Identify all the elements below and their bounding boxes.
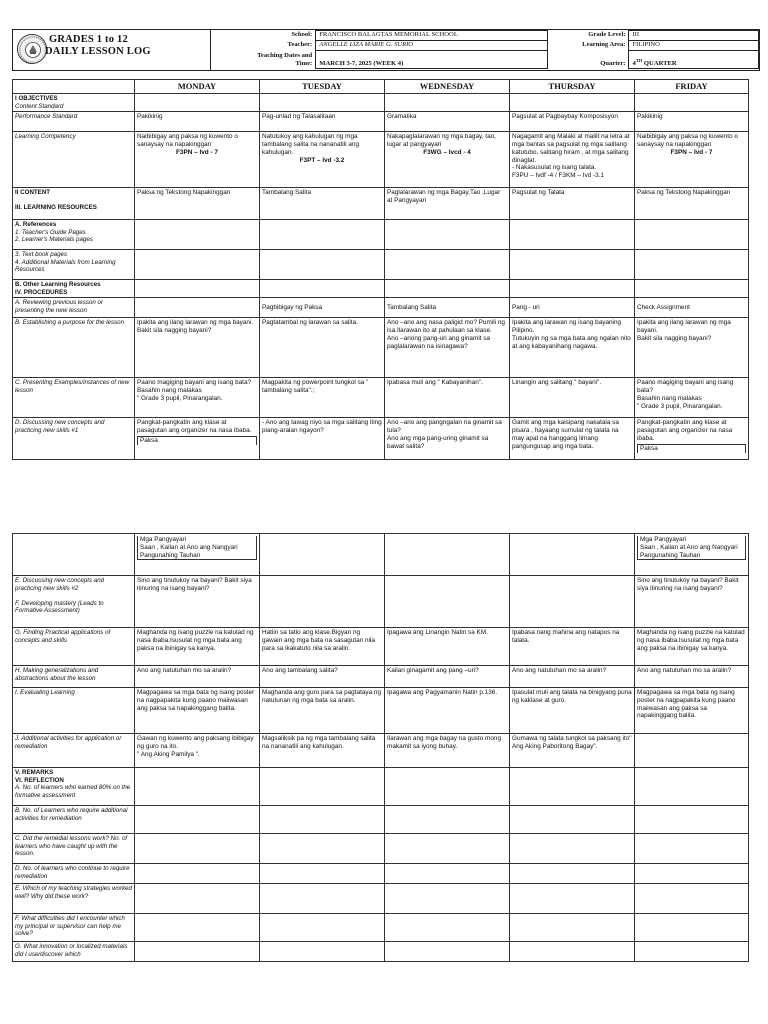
- lesson-log-table-page2: [12, 533, 749, 962]
- row-label-learning-competency: Learning Competency: [13, 132, 135, 188]
- grade-level-value: III: [629, 31, 759, 41]
- cell-content-tue: Tambalang Salita: [260, 188, 385, 220]
- cell-proc-c-thu: Linangin ang salitang " bayani".: [510, 378, 635, 418]
- cell-proc-i-thu: Ipasulat muli ang talata na binigyang puna ng kaklase at guro.: [510, 688, 635, 734]
- cell-proc-g-mon: Maghanda ng isang puzzle na katulad ng nasa ibaba.Isusulat ng mga bata ang paksa na ibinigay sa kanya.: [135, 628, 260, 666]
- row-label-textbook-additional: 3. Text book pages 4. Additional Materials from Learning Resources: [13, 250, 135, 280]
- row-label-evaluating: I. Evaluating Learning: [13, 688, 135, 734]
- row-label-references: A. References 1. Teacher's Guide Pages 2. Learner's Materials pages: [13, 220, 135, 250]
- cell-proc-g-tue: Hatiin sa tatlo ang klase.Bigyan ng gawain ang mga bata na sasagutan nila para sa ikakatuto nila sa aralin.: [260, 628, 385, 666]
- quarter-word: QUARTER: [642, 59, 677, 67]
- cell-performance-tue: Pag-unlad ng Talasalitaan: [260, 112, 385, 132]
- cell-proc-a-mon: [135, 298, 260, 318]
- cell-proc-g-thu: Ipabasa nang mahina ang natapos na talata.: [510, 628, 635, 666]
- cell-content-thu: Pagsulat ng Talata: [510, 188, 635, 220]
- cell-performance-fri: Pakikinig: [635, 112, 749, 132]
- row-label-reflection-b: B. No. of Learners who require additional activities for remediation: [13, 806, 135, 834]
- row-label-content-standard: Content Standard: [15, 102, 64, 110]
- day-header-thursday: THURSDAY: [510, 80, 635, 94]
- header-title-block: [13, 30, 211, 70]
- cell-organizer-cont-fri: [635, 534, 749, 576]
- table-row: [13, 884, 749, 914]
- table-row: [13, 94, 749, 112]
- cell-proc-b-fri: Ipakita ang ilang larawan ng mga bayani. Bakit sila nagging bayani?: [635, 318, 749, 378]
- cell-content-fri: Paksa ng Tekstong Napakinggan: [635, 188, 749, 220]
- day-header-monday: MONDAY: [135, 80, 260, 94]
- cell-proc-a-wed: Tambalang Salita: [385, 298, 510, 318]
- cell-proc-b-mon: Ipakita ang ilang larawan ng mga bayani. Bakit sila nagging bayani?: [135, 318, 260, 378]
- teacher-label: Teacher:: [212, 41, 316, 51]
- cell-proc-e-mon: Sino ang tinutukoy na bayani? Bakit siya itinuring na isang bayani?: [135, 576, 260, 628]
- dates-value: MARCH 3-7, 2025 (WEEK 4): [316, 51, 547, 69]
- organizer-box-paksa: Paksa: [637, 444, 746, 453]
- quarter-value: [629, 51, 759, 69]
- table-row: [13, 688, 749, 734]
- table-row: [13, 112, 749, 132]
- table-row: [13, 864, 749, 884]
- cell-proc-h-fri: Ano ang natutuhan mo sa aralin?: [635, 666, 749, 688]
- learning-area-value: FILIPINO: [629, 41, 759, 51]
- organizer-box-items: Mga Pangyayari Saan , Kailan at Ano ang Nangyari Pangunahing Tauhan: [637, 536, 746, 560]
- cell-proc-d-wed: Ano –ano ang pangngalan na ginamit sa tula? Ano ang mga pang-uring ginamit sa bawat salita?: [385, 418, 510, 460]
- row-label-reviewing: A. Reviewing previous lesson or presenting the new lesson: [13, 298, 135, 318]
- table-row: [13, 734, 749, 768]
- row-label-practical-applications: G. Finding Practical applications of concepts and skills: [13, 628, 135, 666]
- cell-proc-h-mon: Ano ang natutuhan mo sa aralin?: [135, 666, 260, 688]
- cell-proc-c-tue: Magpakita ng powerpoint tungkol sa " tambalang salita".;: [260, 378, 385, 418]
- cell-proc-c-wed: Ipabasa muli ang " Kabayanihan".: [385, 378, 510, 418]
- table-row: [13, 132, 749, 188]
- day-header-friday: FRIDAY: [635, 80, 749, 94]
- cell-proc-d-mon: Pangkat-pangkatin ang klase at pasagutan ang organizer na nasa ibaba. Paksa: [135, 418, 260, 460]
- cell-proc-a-fri: Check Assignment: [635, 298, 749, 318]
- table-row: [13, 666, 749, 688]
- cell-performance-wed: Gramatika: [385, 112, 510, 132]
- cell-proc-i-tue: Maghanda ang guro para sa pagtataya ng natutunan ng mga bata sa aralin.: [260, 688, 385, 734]
- school-value: FRANCISCO BALAGTAS MEMORIAL SCHOOL: [316, 31, 547, 41]
- header-info-table: [212, 30, 759, 69]
- cell-proc-e-thu: [510, 576, 635, 628]
- row-label-presenting-examples: C. Presenting Examples/instances of new lesson: [13, 378, 135, 418]
- doc-title-grades: GRADES 1 to 12: [49, 34, 128, 45]
- table-row: [13, 768, 749, 806]
- cell-proc-e-fri: Sino ang tinutukoy na bayani? Bakit siya itinuring na isang bayani?: [635, 576, 749, 628]
- cell-proc-i-mon: Magpagawa sa mga bata ng isang poster na nagpapakita kung paano maiiwasan ang paksa sa napakinggang balita.: [135, 688, 260, 734]
- cell-organizer-cont-mon: [135, 534, 260, 576]
- dates-label-line2: Time:: [295, 59, 313, 67]
- cell-proc-d-fri: Pangkat-pangkatin ang klase at pasagutan ang organizer na nasa ibaba. Paksa: [635, 418, 749, 460]
- cell-proc-h-wed: Kailan ginagamit ang pang –uri?: [385, 666, 510, 688]
- dll-header: [12, 29, 760, 71]
- cell-content-wed: Paglalarawan ng mga Bagay,Tao ,Lugar at Pangyayari: [385, 188, 510, 220]
- row-label-reflection-c: C. Did the remedial lessons work? No. of learners who have caught up with the lesson.: [13, 834, 135, 864]
- cell-proc-c-fri: Paano magiging bayani ang isang bata? Basahin nang malakas " Grade 3 pupil, Pinarangalan.: [635, 378, 749, 418]
- cell-proc-g-wed: Ipagawa ang Linangin Natin sa KM.: [385, 628, 510, 666]
- cell-proc-i-fri: Magpagawa sa mga bata ng isang poster na nagpapakita kung paano maiiwasan ang paksa sa napakinggang balita.: [635, 688, 749, 734]
- day-header-tuesday: TUESDAY: [260, 80, 385, 94]
- row-label-reflection-e: E. Which of my teaching strategies worked well? Why did these work?: [13, 884, 135, 914]
- cell-competency-thu: Nagagamit ang Malaki at maliit na letra at mga bantas sa pagsulat ng mga salitang katutubo, salitang hiram , at mga salitang dinaglat. - Nakasusulat ng isang talata. F3PU – Ivdf -4 / F3KM – Ivd -3.1: [510, 132, 635, 188]
- quarter-label: Quarter:: [547, 51, 629, 69]
- table-row: [13, 914, 749, 942]
- table-row: [13, 806, 749, 834]
- row-label-remarks-reflection: V. REMARKS VI. REFLECTION A. No. of learners who earned 80% on the formative assessment: [13, 768, 135, 806]
- cell-proc-j-wed: Ilarawan ang mga bagay na gusto mong makamit sa iyong buhay.: [385, 734, 510, 768]
- cell-competency-wed: Nakapaglalarawan ng mga bagay, tao, lugar at pangyayari F3WG – Ivcd - 4: [385, 132, 510, 188]
- dates-label: [212, 51, 316, 69]
- cell-performance-thu: Pagsulat at Pagbaybay Komposisyon: [510, 112, 635, 132]
- table-row: [13, 188, 749, 220]
- cell-competency-mon: Naibibigay ang paksa ng kuwento o sanaysay na napakinggan F3PN – Ivd - 7: [135, 132, 260, 188]
- cell-proc-h-tue: Ano ang tambalang salita?: [260, 666, 385, 688]
- table-row: [13, 418, 749, 460]
- row-label-content-resources: II CONTENT III. LEARNING RESOURCES: [13, 188, 135, 220]
- cell-proc-e-wed: [385, 576, 510, 628]
- cell-competency-tue: Natutukoy ang kahulugan ng mga tambalang salita na nananatili ang kahulugan. F3PT – Ivd -3.2: [260, 132, 385, 188]
- row-label-reflection-d: D. No. of learners who continue to require remediation: [13, 864, 135, 884]
- cell-content-mon: Paksa ng Tekstong Napakinggan: [135, 188, 260, 220]
- cell-proc-d-thu: Gamit ang mga kaisipang nakatala sa pisara , hayaang sumulat ng talata na may apat na hanggang limang pangungusap ang mga bata.: [510, 418, 635, 460]
- row-label-objectives: I OBJECTIVES Content Standard: [13, 94, 135, 112]
- row-label-purpose: B. Establishing a purpose for the lesson: [13, 318, 135, 378]
- teacher-value: ANGELLE LIZA MARIE G. SURIO: [316, 41, 547, 51]
- row-label-additional-activities: J. Additional activities for application or remediation: [13, 734, 135, 768]
- quarter-superscript: TH: [635, 57, 643, 63]
- cell-proc-d-tue: - Ano ang tawag niyo sa mga salitang iting piang-aralan ngayon?: [260, 418, 385, 460]
- cell-competency-fri: Naibibigay ang paksa ng kuwento o sanaysay na napakinggan F3PN – Ivd - 7: [635, 132, 749, 188]
- row-label-generalizations: H. Making generalizations and abstractions about the lesson: [13, 666, 135, 688]
- cell-proc-h-thu: Ano ang natutuhan mo sa aralin?: [510, 666, 635, 688]
- doc-title-dll: DAILY LESSON LOG: [45, 46, 151, 57]
- cell-proc-j-tue: Magsaliksik pa ng mga tambalang salita na nananatili ang kahulugan.: [260, 734, 385, 768]
- row-label-other-resources: B. Other Learning Resources IV. PROCEDURES: [13, 280, 135, 298]
- cell-proc-a-thu: Pang - uri: [510, 298, 635, 318]
- quarter-number: 4: [632, 59, 636, 67]
- organizer-box-items: Mga Pangyayari Saan , Kailan at Ano ang Nangyari Pangunahing Tauhan: [137, 536, 257, 560]
- row-label-discussing-2-mastery: E. Discussing new concepts and practicing new skills #2 F. Developing mastery (Leads to Formative Assessment): [13, 576, 135, 628]
- table-row: [13, 318, 749, 378]
- cell-proc-j-mon: Gawan ng kuwento ang paksang ibibigay ng guro na ito. " Ang Aking Pamilya ".: [135, 734, 260, 768]
- row-label-reflection-g: G. What innovation or localized materials did I use/discover which: [13, 942, 135, 962]
- cell-proc-j-thu: Gumawa ng talata tungkol sa paksang ito" Ang Aking Paboritong Bagay".: [510, 734, 635, 768]
- school-label: School:: [212, 31, 316, 41]
- cell-proc-j-fri: [635, 734, 749, 768]
- cell-proc-b-tue: Pagtatambal ng larawan sa salita.: [260, 318, 385, 378]
- cell-proc-e-tue: [260, 576, 385, 628]
- cell-proc-g-fri: Maghanda ng isang puzzle na katulad ng nasa ibaba.Isusulat ng mga bata ang paksa na ibinigay sa kanya.: [635, 628, 749, 666]
- cell-proc-b-wed: Ano –ano ang nasa paligid mo? Pumili ng isa.Ilarawan ito at pahulaan sa klase. Ano –anong pang-uri ang ginamit sa paglalarawan na isinagawa?: [385, 318, 510, 378]
- cell-performance-mon: Pakikinig: [135, 112, 260, 132]
- table-row: [13, 298, 749, 318]
- table-row: [13, 534, 749, 576]
- corner-cell: [13, 80, 135, 94]
- cell-proc-c-mon: Paano magiging bayani ang isang bata? Basahin nang malakas " Grade 3 pupil, Pinarangalan.: [135, 378, 260, 418]
- table-row: [13, 576, 749, 628]
- day-header-row: [13, 80, 749, 94]
- table-row: [13, 834, 749, 864]
- table-row: [13, 220, 749, 250]
- dates-label-line1: Teaching Dates and: [257, 52, 313, 60]
- row-label-performance-standard: Performance Standard: [13, 112, 135, 132]
- learning-area-label: Learning Area:: [547, 41, 629, 51]
- row-label-reflection-f: F. What difficulties did I encounter which my principal or supervisor can help me solve?: [13, 914, 135, 942]
- grade-level-label: Grade Level:: [547, 31, 629, 41]
- table-row: [13, 628, 749, 666]
- table-row: [13, 378, 749, 418]
- table-row: [13, 280, 749, 298]
- cell-proc-i-wed: Ipagawa ang Pagyamanin Natin p.136.: [385, 688, 510, 734]
- row-label-discussing-1: D. Discussing new concepts and practicing new skills #1: [13, 418, 135, 460]
- table-row: [13, 250, 749, 280]
- table-row: [13, 942, 749, 962]
- organizer-box-paksa: Paksa: [137, 436, 257, 445]
- cell-proc-b-thu: Ipakita ang larawan ng isang bayaning Pilipino. Tutukuyin ng sa mga bata ang ngalan nito at ang kabayanihang nagawa.: [510, 318, 635, 378]
- day-header-wednesday: WEDNESDAY: [385, 80, 510, 94]
- deped-seal-logo: [17, 34, 47, 64]
- cell-proc-a-tue: Pagbibigay ng Paksa: [260, 298, 385, 318]
- lesson-log-table-page1: [12, 79, 749, 460]
